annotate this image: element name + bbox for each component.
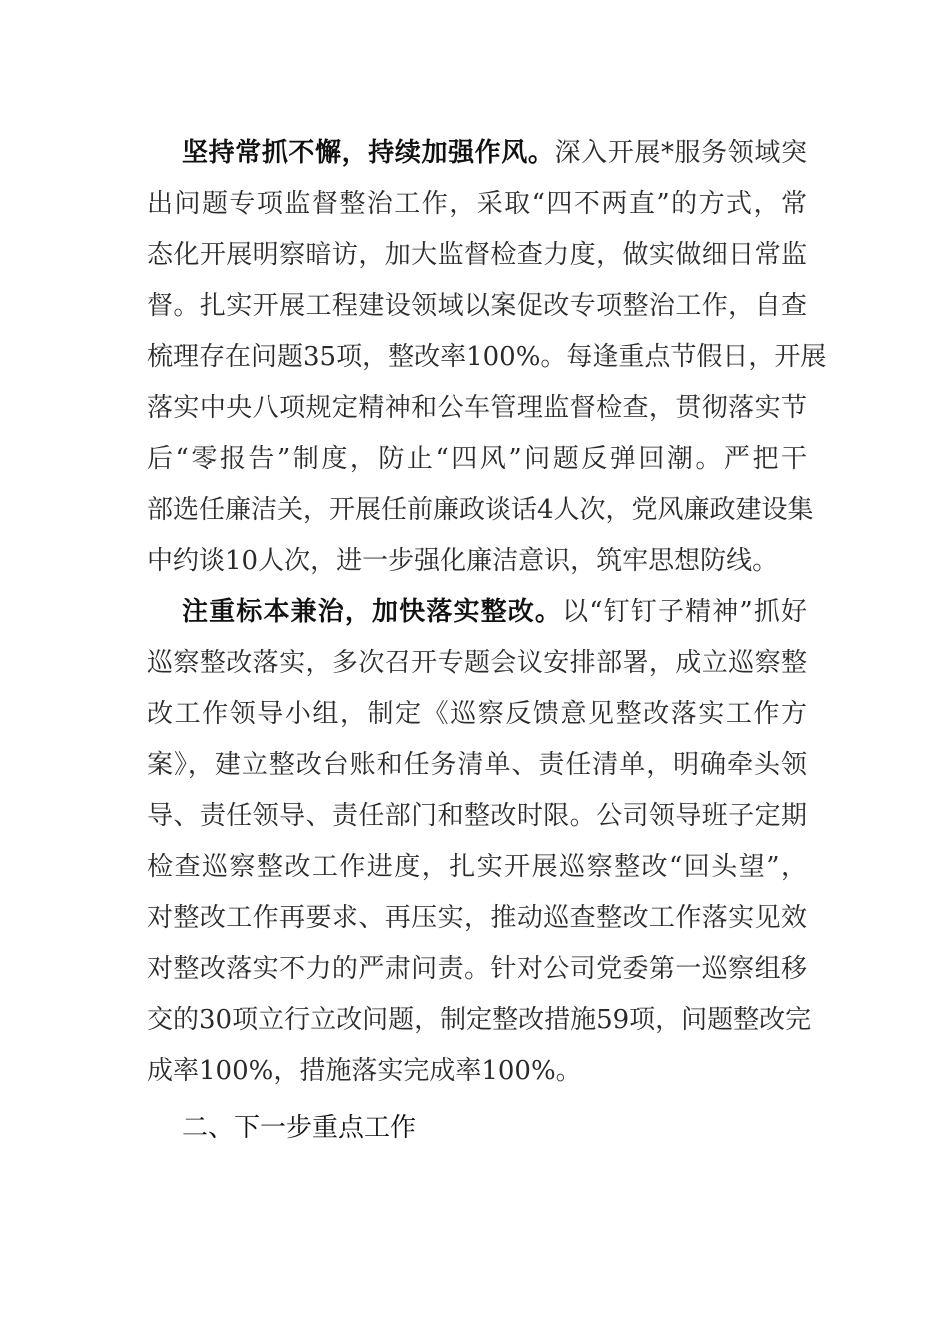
- paragraph-line: 导、责任领导、责任部门和整改时限。公司领导班子定期: [147, 801, 807, 831]
- paragraph-line: 部选任廉洁关，开展任前廉政谈话4人次，党风廉政建设集: [147, 495, 814, 525]
- paragraph-line: 巡察整改落实，多次召开专题会议安排部署，成立巡察整: [147, 648, 807, 678]
- paragraph-lead-heading: 注重标本兼治，加快落实整改。: [182, 597, 563, 627]
- paragraph-line: 检查巡察整改工作进度，扎实开展巡察整改“回头望”，: [147, 852, 807, 882]
- paragraph-line: 对整改工作再要求、再压实，推动巡查整改工作落实见效: [147, 903, 807, 933]
- paragraph-line: 案》，建立整改台账和任务清单、责任清单，明确牵头领: [147, 750, 807, 780]
- paragraph-line: 成率100%，措施落实完成率100%。: [147, 1056, 582, 1086]
- paragraph-line: [147, 587, 807, 638]
- paragraph-line: 落实中央八项规定精神和公车管理监督检查，贯彻落实节: [147, 393, 807, 423]
- paragraph-line: 对整改落实不力的严肃问责。针对公司党委第一巡察组移: [147, 954, 807, 984]
- paragraph-line: 交的30项立行立改问题，制定整改措施59项，问题整改完: [147, 1005, 812, 1035]
- document-body: [147, 128, 827, 1154]
- paragraph-line: 中约谈10人次，进一步强化廉洁意识，筑牢思想防线。: [147, 546, 779, 576]
- paragraph-text: 以“钉钉子精神”抓好: [562, 597, 807, 627]
- section-heading: 二、下一步重点工作: [182, 1113, 417, 1143]
- paragraph-line: 出问题专项监督整治工作，采取“四不两直”的方式，常: [147, 189, 807, 219]
- paragraph-line: [147, 128, 807, 179]
- paragraph-line: 梳理存在问题35项，整改率100%。每逢重点节假日，开展: [147, 342, 827, 372]
- paragraph-text: 深入开展*服务领域突: [554, 138, 807, 168]
- paragraph-rectification: [147, 587, 812, 1097]
- paragraph-line: 态化开展明察暗访，加大监督检查力度，做实做细日常监: [147, 240, 807, 270]
- paragraph-work-style: [147, 128, 827, 587]
- paragraph-lead-heading: 坚持常抓不懈，持续加强作风。: [182, 138, 555, 168]
- paragraph-line: 改工作领导小组，制定《巡察反馈意见整改落实工作方: [147, 699, 807, 729]
- paragraph-line: 督。扎实开展工程建设领域以案促改专项整治工作，自查: [147, 291, 807, 321]
- paragraph-line: 后“零报告”制度，防止“四风”问题反弹回潮。严把干: [147, 444, 807, 474]
